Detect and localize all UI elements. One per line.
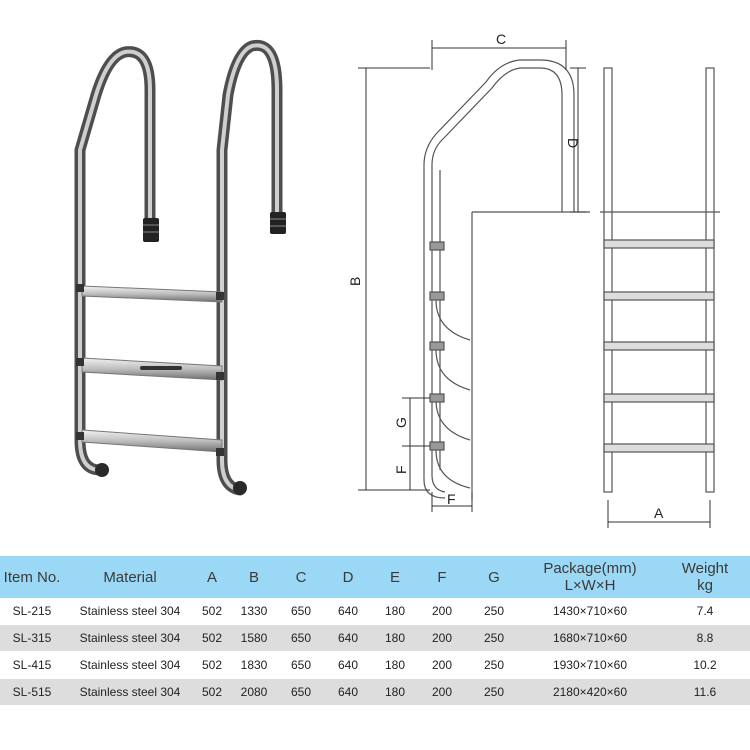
dim-label-e: F	[447, 491, 456, 507]
right-anchor	[270, 212, 286, 234]
left-anchor	[143, 218, 159, 242]
ladder-photo	[76, 45, 286, 495]
header-c: C	[280, 556, 322, 598]
dim-label-d: D	[565, 138, 581, 149]
cell-package: 1680×710×60	[520, 625, 660, 652]
side-drawing	[424, 60, 590, 500]
dim-label-b: B	[347, 276, 363, 286]
cell-package: 2180×420×60	[520, 679, 660, 706]
cell-f: 200	[431, 604, 453, 618]
table-row	[0, 598, 750, 625]
cell-item: SL-215	[12, 604, 52, 618]
cell-c: 650	[290, 604, 312, 618]
cell-material: Stainless steel 304	[64, 625, 196, 652]
cell-material: Stainless steel 304	[79, 604, 181, 618]
cell-a: 502	[196, 625, 228, 652]
right-foot	[233, 481, 247, 495]
header-weight	[660, 556, 750, 598]
cell-weight: 8.8	[660, 625, 750, 652]
header-f: F	[416, 556, 468, 598]
cell-a: 502	[196, 679, 228, 706]
table-header-row	[0, 556, 750, 598]
header-weight-line2: kg	[697, 577, 713, 594]
cell-e: 180	[374, 625, 416, 652]
header-package-line2: L×W×H	[564, 577, 616, 594]
cell-material: Stainless steel 304	[64, 679, 196, 706]
header-weight-line1: Weight	[681, 560, 729, 577]
cell-d: 640	[337, 658, 359, 672]
header-e: E	[374, 556, 416, 598]
left-foot	[95, 463, 109, 477]
cell-weight: 11.6	[660, 679, 750, 706]
cell-d: 640	[337, 604, 359, 618]
cell-c: 650	[280, 679, 322, 706]
cell-g: 250	[468, 679, 520, 706]
header-g: G	[468, 556, 520, 598]
header-item-no: Item No.	[0, 556, 64, 598]
cell-f: 200	[416, 679, 468, 706]
cell-weight: 10.2	[693, 658, 717, 672]
table-row	[0, 652, 750, 679]
header-package	[520, 556, 660, 598]
header-b: B	[228, 556, 280, 598]
cell-f: 200	[431, 658, 453, 672]
pool-edge	[472, 212, 590, 500]
cell-package: 1930×710×60	[552, 658, 628, 672]
step-3	[76, 430, 224, 456]
table-row	[0, 679, 750, 706]
cell-f: 200	[416, 625, 468, 652]
cell-e: 180	[384, 604, 406, 618]
cell-item: SL-515	[0, 679, 64, 706]
header-d: D	[322, 556, 374, 598]
cell-b: 1830	[240, 658, 268, 672]
cell-item: SL-415	[12, 658, 52, 672]
right-rail	[222, 45, 277, 490]
cell-a: 502	[201, 604, 223, 618]
table-row	[0, 625, 750, 652]
cell-c: 650	[290, 658, 312, 672]
spec-table	[0, 556, 750, 706]
cell-d: 640	[322, 625, 374, 652]
cell-d: 640	[322, 679, 374, 706]
cell-g: 250	[468, 625, 520, 652]
dim-label-g: G	[393, 417, 409, 428]
cell-b: 1580	[228, 625, 280, 652]
cell-item: SL-315	[0, 625, 64, 652]
step-1	[76, 284, 224, 302]
cell-e: 180	[374, 679, 416, 706]
cell-g: 250	[483, 658, 505, 672]
dim-label-c: C	[496, 31, 507, 47]
cell-g: 250	[483, 604, 505, 618]
dim-label-f-vertical: F	[393, 465, 409, 474]
cell-package: 1430×710×60	[552, 604, 628, 618]
cell-a: 502	[201, 658, 223, 672]
cell-material: Stainless steel 304	[79, 658, 181, 672]
cell-weight: 7.4	[696, 604, 714, 618]
header-material: Material	[64, 556, 196, 598]
header-package-line1: Package(mm)	[543, 560, 637, 577]
cell-b: 2080	[228, 679, 280, 706]
dim-label-a: A	[654, 505, 664, 521]
header-a: A	[196, 556, 228, 598]
cell-e: 180	[384, 658, 406, 672]
cell-b: 1330	[240, 604, 268, 618]
cell-c: 650	[280, 625, 322, 652]
front-drawing	[600, 68, 720, 528]
step-2	[76, 358, 224, 380]
